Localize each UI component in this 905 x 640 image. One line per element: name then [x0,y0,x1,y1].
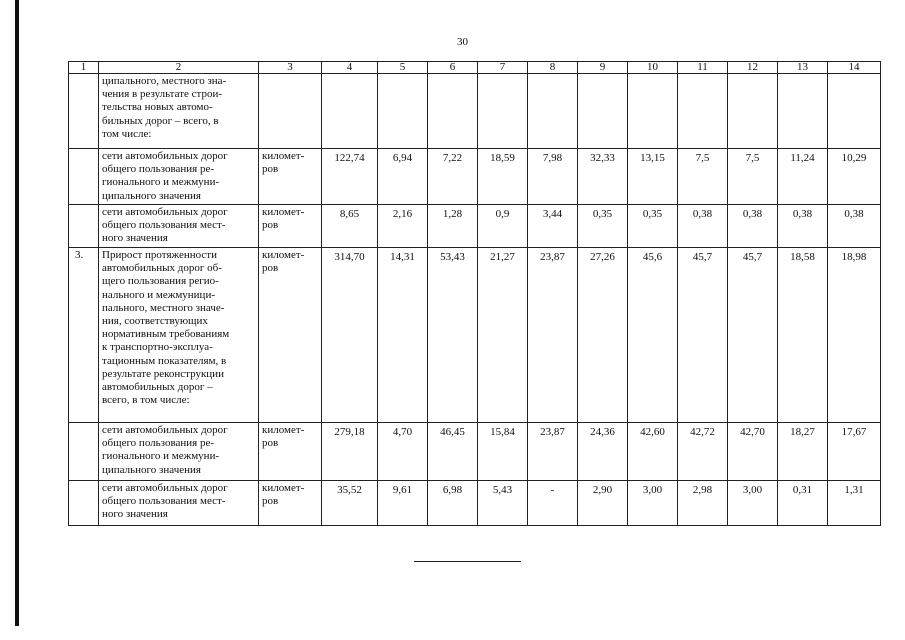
value-cell: 7,5 [678,149,728,205]
value-cell: 0,38 [778,205,828,248]
row-number-cell [69,74,99,149]
row-number-cell [69,205,99,248]
value-cell: 18,98 [828,248,881,423]
value-cell: 21,27 [478,248,528,423]
value-cell: 35,52 [322,481,378,526]
value-cell [478,74,528,149]
value-cell: 0,38 [828,205,881,248]
header-cell: 13 [778,62,828,74]
value-cell: 45,6 [628,248,678,423]
value-cell: 3,00 [728,481,778,526]
value-cell: 0,31 [778,481,828,526]
value-cell: 0,35 [628,205,678,248]
value-cell: 6,98 [428,481,478,526]
value-cell: 3,44 [528,205,578,248]
value-cell: 42,70 [728,423,778,481]
value-cell: 46,45 [428,423,478,481]
value-cell [628,74,678,149]
value-cell: 18,27 [778,423,828,481]
value-cell: 27,26 [578,248,628,423]
value-cell: 24,36 [578,423,628,481]
value-cell: 32,33 [578,149,628,205]
table-body [69,74,881,526]
value-cell: 23,87 [528,423,578,481]
header-cell: 3 [259,62,322,74]
value-cell: 2,16 [378,205,428,248]
table-row [69,149,881,205]
value-cell: 3,00 [628,481,678,526]
value-cell: 45,7 [728,248,778,423]
indicator-name-cell: ципального, местного зна- чения в результате строи- тельства новых автомо- бильных дорог – всего, в том числе: [99,74,259,149]
row-number-cell [69,423,99,481]
unit-cell: километ- ров [259,481,322,526]
value-cell: 17,67 [828,423,881,481]
value-cell [728,74,778,149]
table-row [69,74,881,149]
value-cell: 5,43 [478,481,528,526]
unit-cell: километ- ров [259,149,322,205]
value-cell: 0,38 [728,205,778,248]
value-cell: 7,22 [428,149,478,205]
header-cell: 5 [378,62,428,74]
value-cell [778,74,828,149]
indicator-name-cell: сети автомобильных дорог общего пользования ре- гионального и межмуни- ципального значения [99,423,259,481]
value-cell [528,74,578,149]
footer-divider [414,561,521,562]
value-cell: 8,65 [322,205,378,248]
value-cell: 11,24 [778,149,828,205]
row-number-cell: 3. [69,248,99,423]
table-row [69,248,881,423]
indicator-name-cell: сети автомобильных дорог общего пользования ре- гионального и межмуни- ципального значения [99,149,259,205]
indicator-name-cell: Прирост протяженности автомобильных дорог об- щего пользования регио- нального и межмуници- пального, местного значе- ния, соответствующих нормативным требованиям к транспортно-эксплуа- тационным показателям, в результате реконструкции автомобильных дорог – всего, в том числе: [99,248,259,423]
value-cell: 10,29 [828,149,881,205]
table-row [69,481,881,526]
value-cell: 4,70 [378,423,428,481]
unit-cell: километ- ров [259,423,322,481]
header-cell: 4 [322,62,378,74]
value-cell: 0,38 [678,205,728,248]
table-row [69,423,881,481]
indicator-name-cell: сети автомобильных дорог общего пользования мест- ного значения [99,205,259,248]
row-number-cell [69,481,99,526]
header-cell: 2 [99,62,259,74]
unit-cell: километ- ров [259,205,322,248]
table-row [69,205,881,248]
value-cell: 7,98 [528,149,578,205]
row-number-cell [69,149,99,205]
data-table [68,61,881,526]
header-cell: 9 [578,62,628,74]
value-cell: 6,94 [378,149,428,205]
value-cell [378,74,428,149]
table-header-row [69,62,881,74]
value-cell: 7,5 [728,149,778,205]
header-cell: 1 [69,62,99,74]
value-cell: 45,7 [678,248,728,423]
value-cell: 2,90 [578,481,628,526]
value-cell: 2,98 [678,481,728,526]
page-edge-bar [15,0,19,626]
header-cell: 14 [828,62,881,74]
value-cell: 23,87 [528,248,578,423]
value-cell: 122,74 [322,149,378,205]
value-cell: 15,84 [478,423,528,481]
unit-cell: километ- ров [259,248,322,423]
value-cell: 9,61 [378,481,428,526]
header-cell: 12 [728,62,778,74]
value-cell: 1,28 [428,205,478,248]
value-cell: 314,70 [322,248,378,423]
value-cell [678,74,728,149]
page-number: 30 [457,36,468,48]
unit-cell [259,74,322,149]
value-cell: 279,18 [322,423,378,481]
value-cell: 0,35 [578,205,628,248]
value-cell: - [528,481,578,526]
header-cell: 11 [678,62,728,74]
value-cell: 53,43 [428,248,478,423]
header-cell: 6 [428,62,478,74]
value-cell: 13,15 [628,149,678,205]
value-cell: 0,9 [478,205,528,248]
indicator-name-cell: сети автомобильных дорог общего пользования мест- ного значения [99,481,259,526]
value-cell: 18,58 [778,248,828,423]
value-cell [828,74,881,149]
header-cell: 7 [478,62,528,74]
value-cell: 14,31 [378,248,428,423]
value-cell: 42,72 [678,423,728,481]
header-cell: 8 [528,62,578,74]
value-cell: 18,59 [478,149,528,205]
header-cell: 10 [628,62,678,74]
value-cell [578,74,628,149]
value-cell: 1,31 [828,481,881,526]
value-cell [428,74,478,149]
value-cell [322,74,378,149]
value-cell: 42,60 [628,423,678,481]
